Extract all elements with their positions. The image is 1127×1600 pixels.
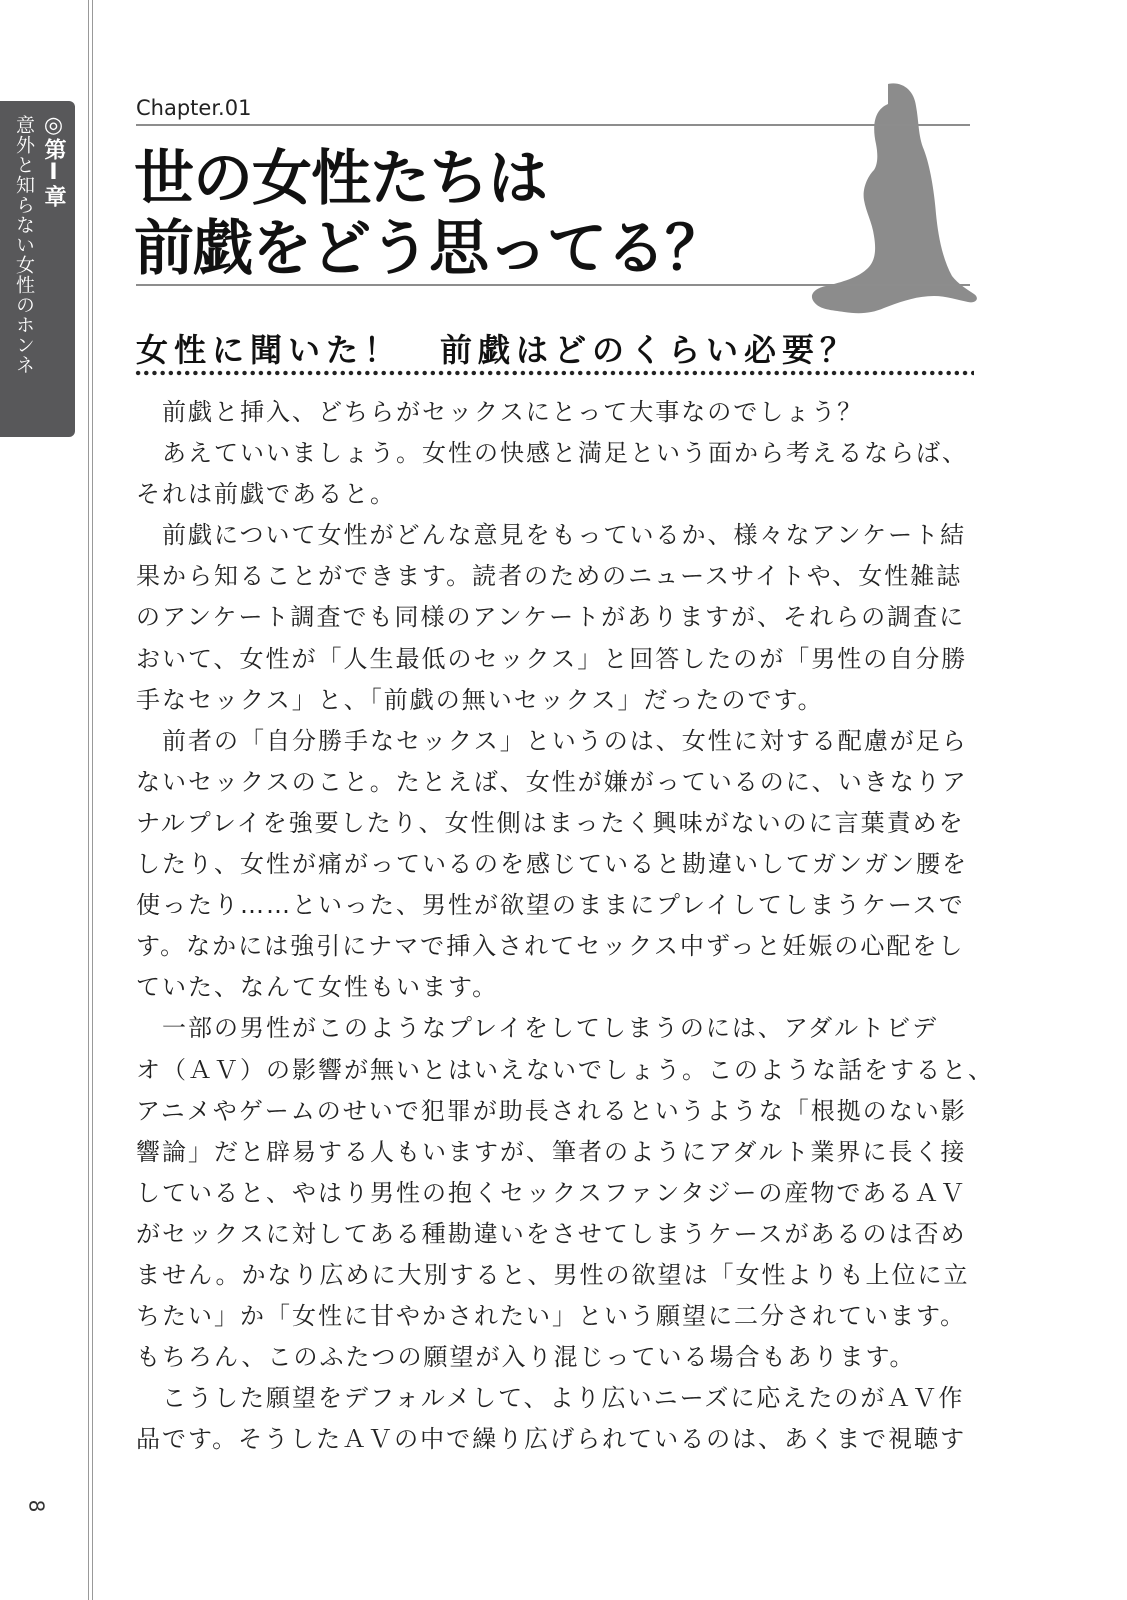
chapter-label: Chapter.01	[136, 96, 252, 120]
body-text	[136, 392, 994, 1460]
body-line: 前者の「自分勝手なセックス」というのは、女性に対する配慮が足ら	[162, 726, 968, 755]
body-line: のアンケート調査でも同様のアンケートがありますが、それらの調査に	[136, 603, 966, 632]
body-line: 果から知ることができます。読者のためのニュースサイトや、女性雑誌	[136, 562, 963, 591]
body-line: 響論」だと辟易する人もいますが、筆者のようにアダルト業界に長く接	[136, 1137, 967, 1166]
body-line: ちたい」か「女性に甘やかされたい」という願望に二分されています。	[136, 1302, 967, 1331]
chapter-subtitle: 意外と知らない女性のホンネ	[13, 115, 35, 375]
body-line: もちろん、このふたつの願望が入り混じっている場合もあります。	[136, 1343, 916, 1372]
body-line: オ（ＡＶ）の影響が無いとはいえないでしょう。このような話をすると、	[136, 1055, 994, 1084]
chapter-number: ◎第Ⅰ章	[41, 113, 66, 207]
body-line: ナルプレイを強要したり、女性側はまったく興味がないのに言葉責めを	[136, 808, 965, 837]
page-gutter-line	[92, 0, 93, 1600]
body-line: それは前戯であると。	[136, 480, 396, 509]
body-line: 一部の男性がこのようなプレイをしてしまうのには、アダルトビデ	[162, 1014, 939, 1043]
title-top-rule	[136, 124, 970, 126]
body-line: す。なかには強引にナマで挿入されてセックス中ずっと妊娠の心配をし	[136, 932, 965, 961]
body-line: あえていいましょう。女性の快感と満足という面から考えるならば、	[162, 439, 968, 468]
body-line: こうした願望をデフォルメして、より広いニーズに応えたのがＡＶ作	[162, 1384, 965, 1413]
body-line: ていた、なんて女性もいます。	[136, 973, 499, 1002]
body-line: 前戯と挿入、どちらがセックスにとって大事なのでしょう？	[162, 398, 864, 426]
body-line: おいて、女性が「人生最低のセックス」と回答したのが「男性の自分勝	[136, 644, 968, 673]
page-title	[134, 144, 724, 284]
chapter-tab	[0, 101, 75, 437]
body-line: 品です。そうしたＡＶの中で繰り広げられているのは、あくまで視聴す	[136, 1425, 967, 1454]
body-line: アニメやゲームのせいで犯罪が助長されるというような「根拠のない影	[136, 1096, 967, 1125]
title-bottom-rule	[136, 284, 970, 286]
title-line: 世の女性たちは	[134, 144, 547, 214]
body-line: ません。かなり広めに大別すると、男性の欲望は「女性よりも上位に立	[136, 1260, 970, 1289]
dotted-divider	[134, 369, 974, 377]
body-line: 使ったり……といった、男性が欲望のままにプレイしてしまうケースで	[136, 891, 965, 920]
body-line: 手なセックス」と、「前戯の無いセックス」だったのです。	[136, 685, 824, 714]
body-line: 前戯について女性がどんな意見をもっているか、様々なアンケート結	[162, 521, 967, 550]
title-line: 前戯をどう思ってる？	[134, 214, 724, 284]
body-line: ないセックスのこと。たとえば、女性が嫌がっているのに、いきなりア	[136, 767, 968, 796]
section-heading: 女性に聞いた！ 前戯はどのくらい必要？	[136, 331, 859, 369]
body-line: がセックスに対してある種勘違いをさせてしまうケースがあるのは否め	[136, 1219, 967, 1248]
kneeling-woman-silhouette-icon	[800, 82, 980, 314]
page-number: 8	[24, 1499, 49, 1513]
page-gutter-line	[88, 0, 89, 1600]
body-line: していると、やはり男性の抱くセックスファンタジーの産物であるＡＶ	[136, 1178, 967, 1207]
body-line: したり、女性が痛がっているのを感じていると勘違いしてガンガン腰を	[136, 850, 968, 879]
